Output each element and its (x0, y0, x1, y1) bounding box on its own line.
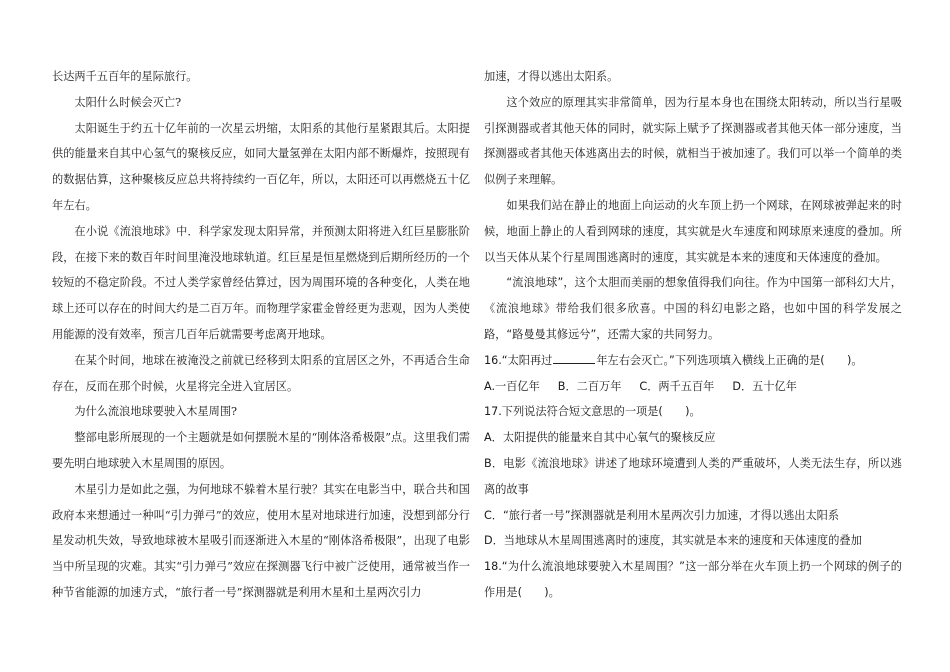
question-17-option-c: C．“旅行者一号”探测器就是利用木星两次引力加速，才得以逃出太阳系 (484, 508, 840, 522)
passage-paragraph: 如果我们站在静止的地面上向运动的火车顶上扔一个网球，在网球被弹起来的时候，地面上静止的人看到网球的速度，其实就是火车速度和网球原来速度的叠加。所以当天体从某个行星周围逃离时的速度，其实就是本来的速度和天体速度的叠加。 (484, 198, 902, 264)
right-column (484, 64, 902, 606)
left-column-passage (52, 64, 470, 606)
passage-paragraph: 整部电影所展现的一个主题就是如何摆脱木星的“刚体洛希极限”点。这里我们需要先明白地球驶入木星周围的原因。 (52, 431, 470, 470)
question-16-blank (553, 363, 595, 364)
question-17-option-d: D．当地球从木星周围逃离时的速度，其实就是本来的速度和天体速度的叠加 (484, 534, 862, 548)
question-16-option-d: D．五十亿年 (732, 379, 797, 393)
question-16-option-a: A.一百亿年 (484, 379, 540, 393)
passage-paragraph: 长达两千五百年的星际旅行。 (52, 70, 198, 83)
passage-paragraph: 太阳诞生于约五十亿年前的一次星云坍缩，太阳系的其他行星紧跟其后。太阳提供的能量来自其中心氢气的聚核反应，如同大量氢弹在太阳内部不断爆炸，按照现有的数据估算，这种聚核反应总共将持续约一百亿年，所以，太阳还可以再燃烧五十亿年左右。 (52, 121, 470, 212)
question-17-option-a: A．太阳提供的能量来自其中心氧气的聚核反应 (484, 431, 716, 445)
question-18-stem: 18.“为什么流浪地球要驶入木星周围？”这一部分举在火车顶上扔一个网球的例子的作用是( )。 (484, 560, 902, 599)
question-16-stem-before: 16.“太阳再过 (484, 353, 553, 367)
question-17-stem: 17.下列说法符合短文意思的一项是( )。 (484, 405, 701, 419)
passage-paragraph: “流浪地球”，这个太胆而美丽的想象值得我们向往。作为中国第一部科幻大片，《流浪地球》带给我们很多欣喜。中国的科幻电影之路，也如中国的科学发展之路，“路曼曼其修远兮”，还需大家的共同努力。 (484, 276, 902, 341)
passage-paragraph: 为什么流浪地球要驶入木星周围? (74, 405, 238, 419)
question-17-option-b: B．电影《流浪地球》讲述了地球环境遭到人类的严重破坏，人类无法生存，所以逃离的故事 (484, 456, 902, 496)
question-16-options (484, 374, 902, 400)
passage-paragraph: 木星引力是如此之强，为何地球不躲着木星行驶？其实在电影当中，联合共和国政府本来想通过一种叫“引力弹弓”的效应，使用木星对地球进行加速，没想到部分行星发动机失效，导致地球被木星吸引而逐渐进入木星的“刚体洛希极限”，出现了电影当中所呈现的灾难。其实“引力弹弓”效应在探测器飞行中被广泛使用，通常被当作一种节省能源的加速方式，“旅行者一号”探测器就是利用木星和土星两次引力 (52, 482, 470, 599)
passage-paragraph: 太阳什么时候会灭亡? (74, 95, 182, 109)
question-16-option-c: C．两千五百年 (639, 379, 715, 393)
passage-paragraph: 这个效应的原理其实非常简单，因为行星本身也在围绕太阳转动，所以当行星吸引探测器或者其他天体的同时，就实际上赋予了探测器或者其他天体一部分速度，当探测器或者其他天体逃离出去的时候，就相当于被加速了。我们可以举一个简单的类似例子来理解。 (484, 95, 902, 187)
right-column-passage (484, 64, 902, 348)
passage-paragraph: 加速，才得以逃出太阳系。 (484, 70, 619, 83)
question-16-option-b: B．二百万年 (557, 379, 622, 393)
passage-paragraph: 在某个时间，地球在被淹没之前就已经移到太阳系的宜居区之外，不再适合生命存在，反而在那个时候，火星将完全进入宜居区。 (52, 353, 470, 393)
question-16 (484, 348, 902, 374)
question-16-stem-after: 年左右会灭亡。”下列选项填入横线上正确的是( )。 (596, 353, 863, 367)
passage-paragraph: 在小说《流浪地球》中．科学家发现太阳异常，并预测太阳将进入红巨星膨胀阶段，在接下来的数百年时间里淹没地球轨道。红巨星是恒星燃烧到后期所经历的一个较短的不稳定阶段。不过人类学家曾经估算过，因为周围环境的各种变化，人类在地球上还可以存在的时间大约是二百万年。而物理学家霍金曾经更为悲观，因为人类使用能源的没有效率，预言几百年后就需要考虑离开地球。 (52, 224, 470, 341)
